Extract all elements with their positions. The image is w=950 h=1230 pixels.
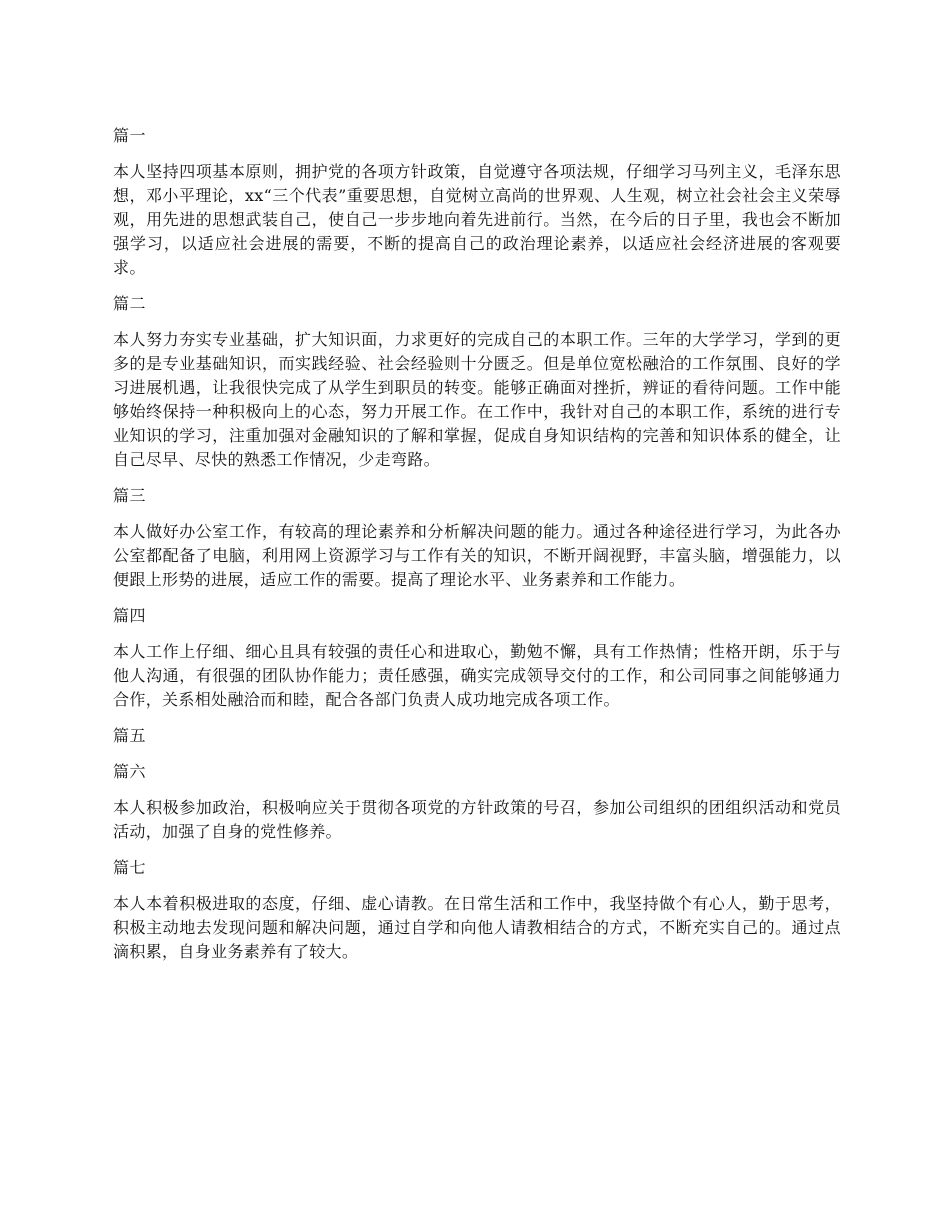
section-body-1: 本人坚持四项基本原则，拥护党的各项方针政策，自觉遵守各项法规，仔细学习马列主义，毛泽东思想，邓小平理论，xx“三个代表”重要思想，自觉树立高尚的世界观、人生观，树立社会社会主义荣辱观，用先进的思想武装自己，使自己一步步地向着先进前行。当然，在今后的日子里，我也会不断加强学习，以适应社会进展的需要，不断的提高自己的政治理论素养，以适应社会经济进展的客观要求。 — [113, 162, 841, 277]
section-heading-7: 篇七 — [113, 858, 147, 877]
section-body-2: 本人努力夯实专业基础，扩大知识面，力求更好的完成自己的本职工作。三年的大学学习，学到的更多的是专业基础知识，而实践经验、社会经验则十分匮乏。但是单位宽松融洽的工作氛围、良好的学习进展机遇，让我很快完成了从学生到职员的转变。能够正确面对挫折，辨证的看待问题。工作中能够始终保持一种积极向上的心态，努力开展工作。在工作中，我针对自己的本职工作，系统的进行专业知识的学习，注重加强对金融知识的了解和掌握，促成自身知识结构的完善和知识体系的健全，让自己尽早、尽快的熟悉工作情况，少走弯路。 — [113, 330, 841, 469]
section-heading-2: 篇二 — [113, 294, 147, 313]
section-body-7: 本人本着积极进取的态度，仔细、虚心请教。在日常生活和工作中，我坚持做个有心人，勤于思考，积极主动地去发现问题和解决问题，通过自学和向他人请教相结合的方式，不断充实自己的。通过点滴积累，自身业务素养有了较大。 — [113, 894, 841, 961]
section-heading-3: 篇三 — [113, 486, 147, 505]
section-heading-4: 篇四 — [113, 606, 147, 625]
section-heading-1: 篇一 — [113, 126, 147, 145]
section-heading-5: 篇五 — [113, 726, 147, 745]
section-body-6: 本人积极参加政治，积极响应关于贯彻各项党的方针政策的号召，参加公司组织的团组织活动和党员活动，加强了自身的党性修养。 — [113, 798, 841, 841]
section-body-4: 本人工作上仔细、细心且具有较强的责任心和进取心，勤勉不懈，具有工作热情；性格开朗，乐于与他人沟通，有很强的团队协作能力；责任感强，确实完成领导交付的工作，和公司同事之间能够通力合作，关系相处融洽而和睦，配合各部门负责人成功地完成各项工作。 — [113, 642, 841, 709]
section-heading-6: 篇六 — [113, 762, 147, 781]
section-body-3: 本人做好办公室工作，有较高的理论素养和分析解决问题的能力。通过各种途径进行学习，为此各办公室都配备了电脑，利用网上资源学习与工作有关的知识，不断开阔视野，丰富头脑，增强能力，以便跟上形势的进展，适应工作的需要。提高了理论水平、业务素养和工作能力。 — [113, 522, 841, 589]
document-page — [113, 124, 841, 964]
